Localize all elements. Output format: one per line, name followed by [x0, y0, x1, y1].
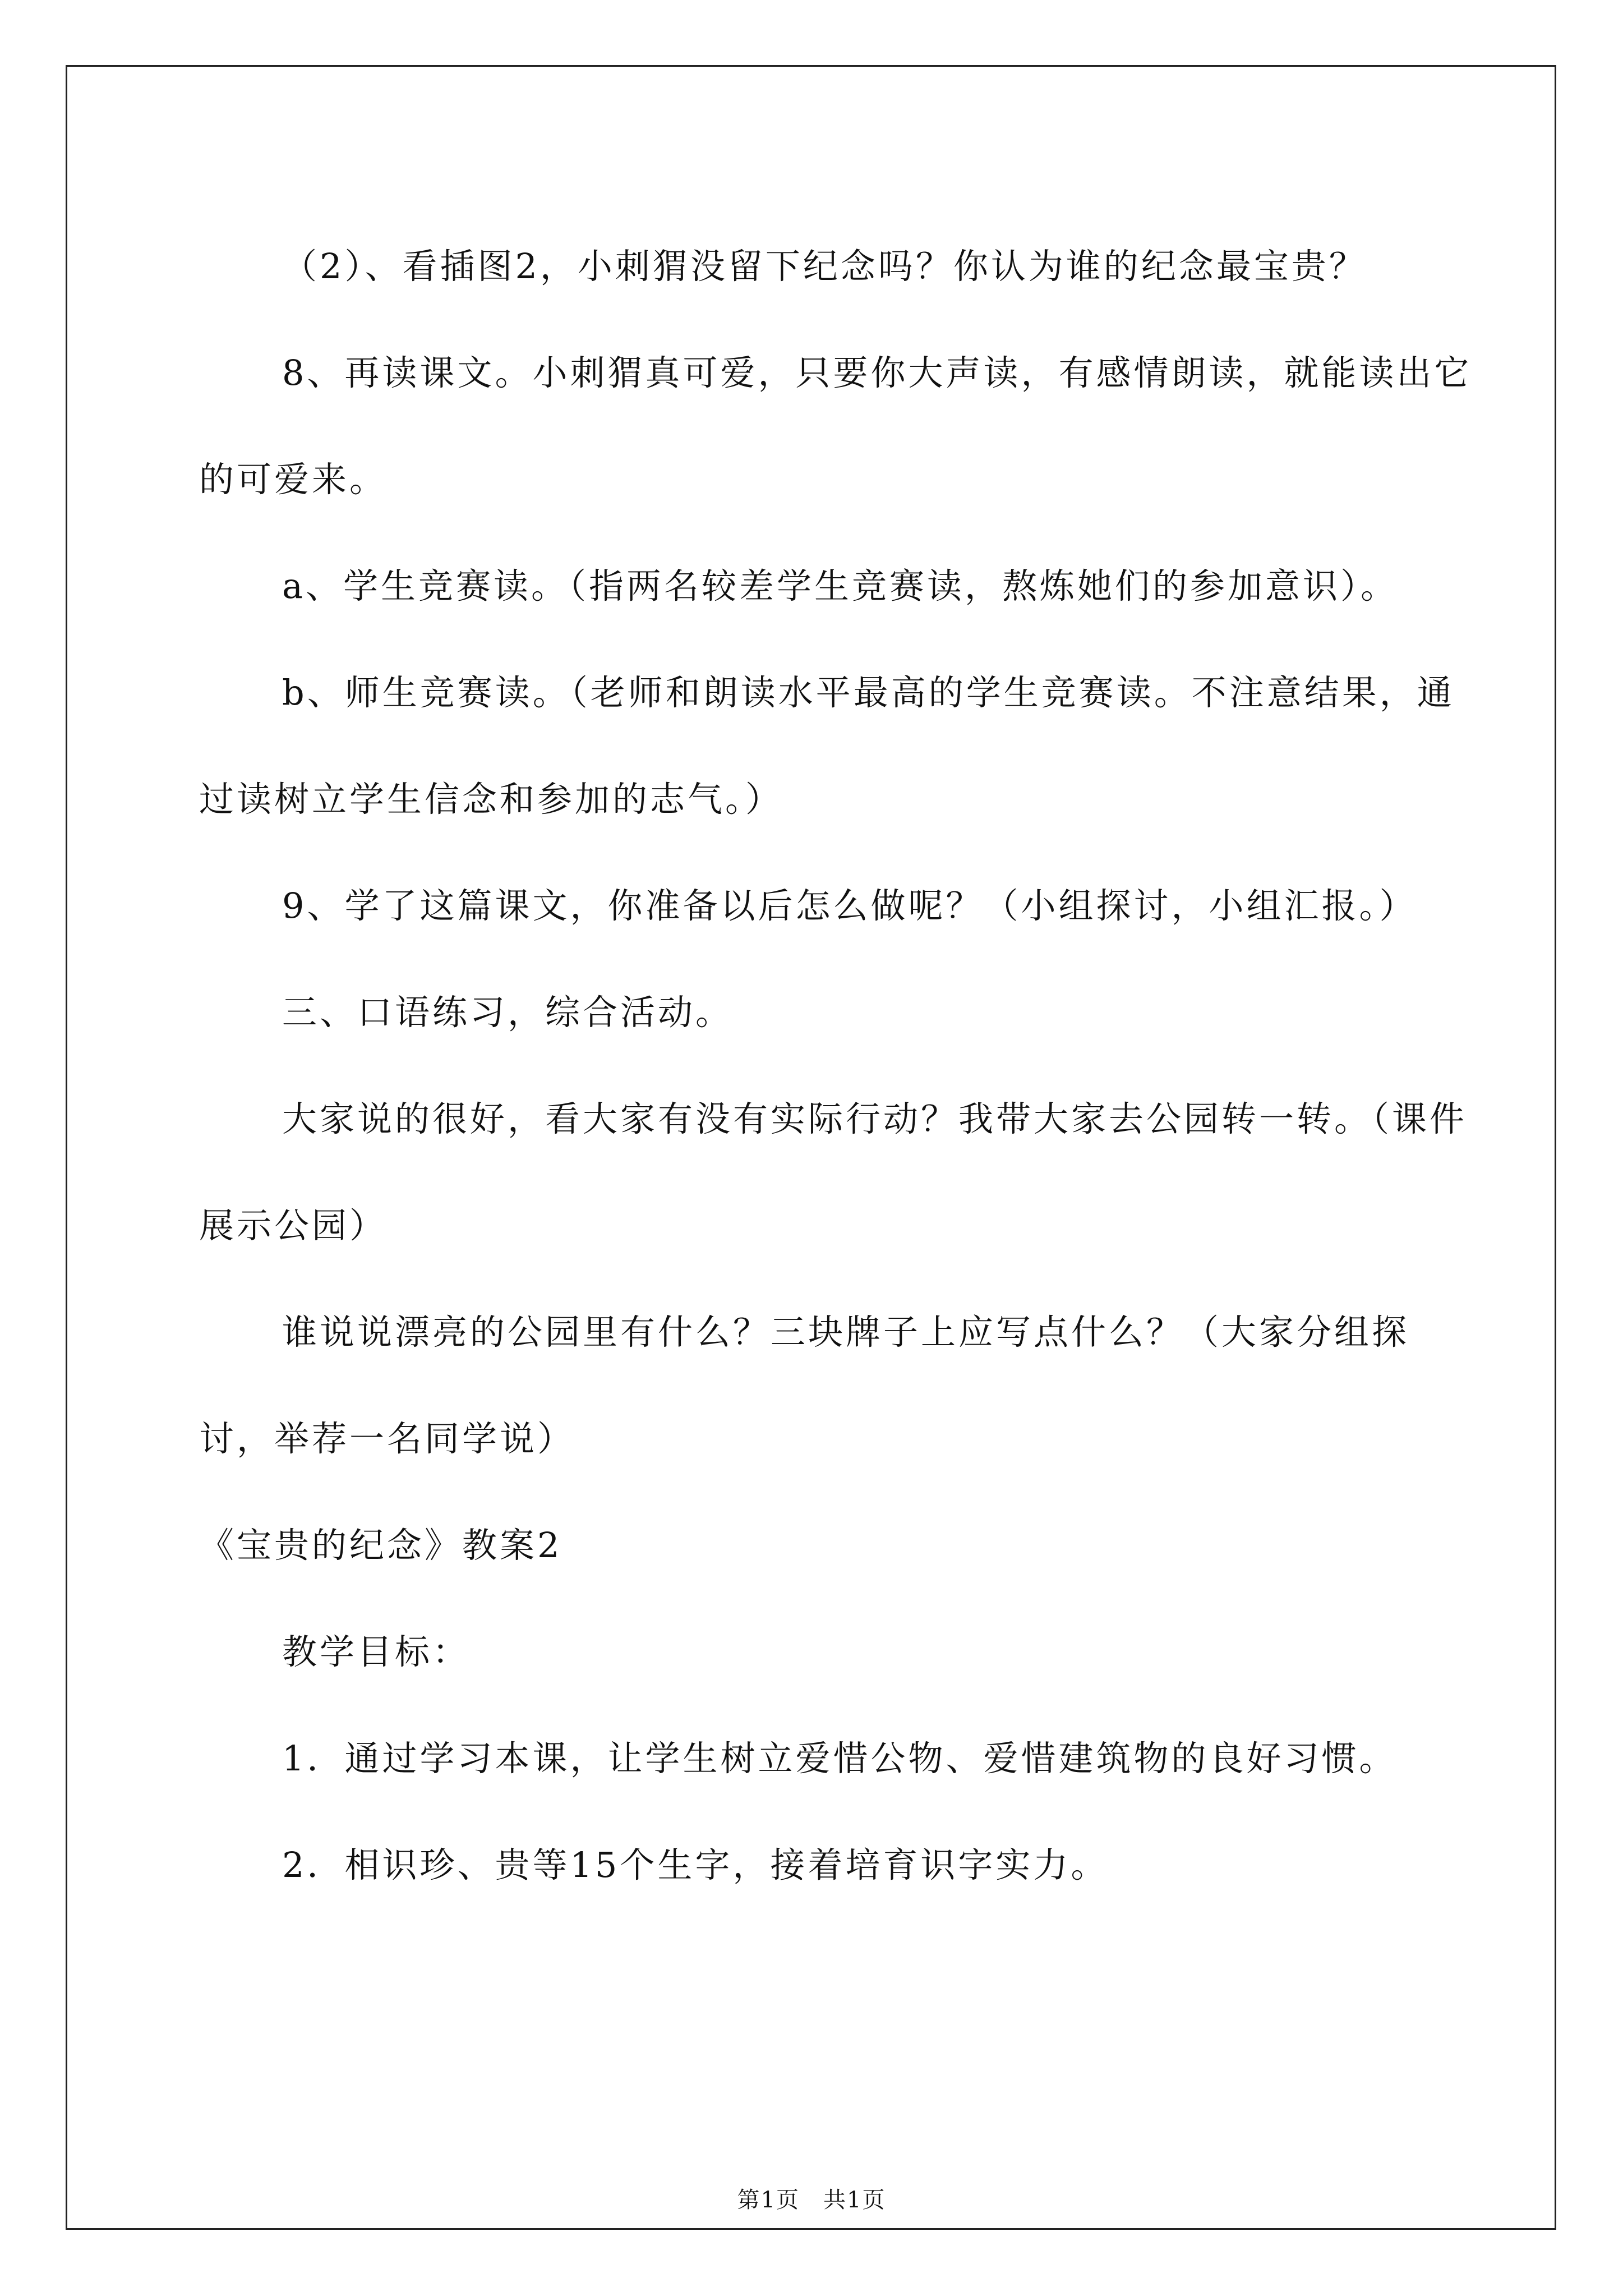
paragraph: （2）、看插图2，小刺猬没留下纪念吗？你认为谁的纪念最宝贵？ — [282, 246, 1367, 287]
paragraph: 9、学了这篇课文，你准备以后怎么做呢？（小组探讨，小组汇报。） — [282, 885, 1417, 926]
section-heading: 三、口语练习，综合活动。 — [282, 992, 734, 1033]
page-footer — [0, 2182, 1623, 2214]
paragraph: 大家说的很好，看大家有没有实际行动？我带大家去公园转一转。（课件展示公园） — [199, 1098, 1468, 1246]
document-body — [199, 213, 1483, 1918]
page-total: 共1页 — [823, 2187, 886, 2213]
paragraph: b、师生竞赛读。（老师和朗读水平最高的学生竞赛读。不注意结果，通过读树立学生信念和参加的志气。） — [199, 672, 1455, 820]
page-number: 第1页 — [737, 2187, 800, 2213]
paragraph: 谁说说漂亮的公园里有什么？三块牌子上应写点什么？（大家分组探讨，举荐一名同学说） — [199, 1312, 1410, 1459]
document-title: 《宝贵的纪念》教案2 — [199, 1525, 562, 1566]
section-heading: 教学目标： — [282, 1631, 471, 1672]
paragraph: 8、再读课文。小刺猬真可爱，只要你大声读，有感情朗读，就能读出它的可爱来。 — [199, 352, 1472, 500]
paragraph: a、学生竞赛读。（指两名较差学生竞赛读，熬炼她们的参加意识）。 — [282, 565, 1398, 606]
paragraph: 2．相识珍、贵等15个生字，接着培育识字实力。 — [282, 1844, 1109, 1885]
paragraph: 1．通过学习本课，让学生树立爱惜公物、爱惜建筑物的良好习惯。 — [282, 1738, 1397, 1779]
